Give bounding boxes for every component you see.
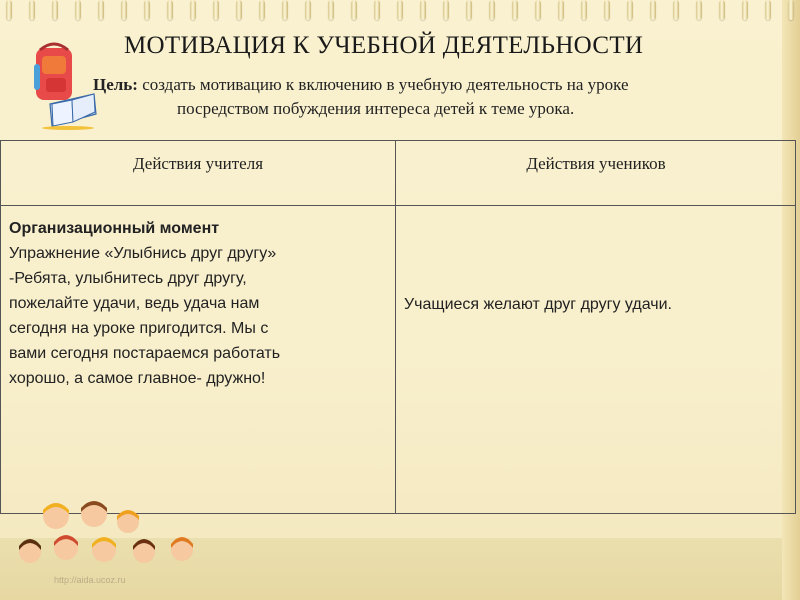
notebook-ring — [397, 0, 403, 20]
notebook-ring — [420, 0, 426, 20]
goal-label: Цель: — [93, 75, 138, 94]
notebook-ring — [190, 0, 196, 20]
goal-line-1: создать мотивацию к включению в учебную деятельность на уроке — [142, 75, 629, 94]
notebook-ring — [75, 0, 81, 20]
teacher-line-3: -Ребята, улыбнитесь друг другу, — [9, 270, 247, 287]
notebook-ring — [443, 0, 449, 20]
notebook-ring — [673, 0, 679, 20]
notebook-rings — [0, 0, 800, 26]
backpack-book-icon — [28, 42, 98, 130]
lesson-table — [0, 140, 796, 514]
notebook-ring — [167, 0, 173, 20]
notebook-ring — [535, 0, 541, 20]
header-teacher-actions: Действия учителя — [1, 141, 396, 206]
teacher-line-7: хорошо, а самое главное- дружно! — [9, 370, 266, 387]
notebook-ring — [719, 0, 725, 20]
notebook-ring — [627, 0, 633, 20]
notebook-ring — [604, 0, 610, 20]
teacher-line-4: пожелайте удачи, ведь удача нам — [9, 295, 260, 312]
goal-text — [93, 73, 733, 121]
goal-line-2: посредством побуждения интереса детей к теме урока. — [177, 99, 575, 118]
notebook-ring — [742, 0, 748, 20]
notebook-ring — [581, 0, 587, 20]
teacher-line-2: Упражнение «Улыбнись друг другу» — [9, 245, 277, 262]
children-faces-icon — [8, 500, 198, 578]
notebook-ring — [512, 0, 518, 20]
student-action-text: Учащиеся желают друг другу удачи. — [404, 296, 672, 313]
notebook-ring — [144, 0, 150, 20]
notebook-ring — [650, 0, 656, 20]
notebook-ring — [328, 0, 334, 20]
notebook-ring — [305, 0, 311, 20]
notebook-ring — [236, 0, 242, 20]
notebook-ring — [351, 0, 357, 20]
teacher-actions-cell — [1, 206, 396, 514]
notebook-ring — [696, 0, 702, 20]
notebook-ring — [765, 0, 771, 20]
notebook-ring — [6, 0, 12, 20]
notebook-ring — [121, 0, 127, 20]
teacher-line-5: сегодня на уроке пригодится. Мы с — [9, 320, 269, 337]
notebook-ring — [282, 0, 288, 20]
notebook-ring — [52, 0, 58, 20]
student-actions-cell — [396, 206, 796, 514]
notebook-ring — [29, 0, 35, 20]
notebook-ring — [98, 0, 104, 20]
notebook-ring — [213, 0, 219, 20]
slide-title: МОТИВАЦИЯ К УЧЕБНОЙ ДЕЯТЕЛЬНОСТИ — [124, 32, 644, 59]
notebook-ring — [489, 0, 495, 20]
notebook-ring — [374, 0, 380, 20]
notebook-ring — [558, 0, 564, 20]
teacher-line-1: Организационный момент — [9, 220, 220, 237]
header-student-actions: Действия учеников — [396, 141, 796, 206]
footer-url: http://aida.ucoz.ru — [54, 575, 126, 585]
notebook-ring — [466, 0, 472, 20]
teacher-line-6: вами сегодня постараемся работать — [9, 345, 281, 362]
notebook-ring — [788, 0, 794, 20]
notebook-ring — [259, 0, 265, 20]
